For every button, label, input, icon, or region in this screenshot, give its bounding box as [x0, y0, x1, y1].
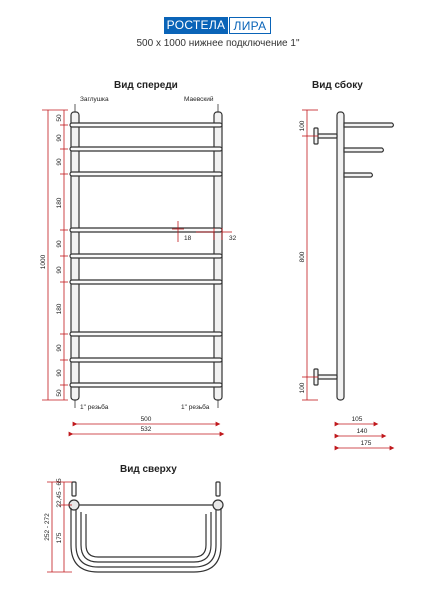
side-view — [314, 112, 394, 400]
spacing-label: 180 — [56, 303, 63, 315]
spacing-label: 90 — [56, 240, 63, 248]
top-view-title: Вид сверху — [120, 464, 177, 475]
side-depth-140: 140 — [356, 428, 368, 435]
top-wall-mount-left — [72, 482, 76, 496]
spacing-label: 180 — [56, 197, 63, 209]
side-depth-175: 175 — [360, 440, 372, 447]
thread-right-label: 1" резьба — [181, 404, 210, 411]
front-view-title: Вид спереди — [114, 80, 178, 91]
plug-label: Заглушка — [80, 96, 109, 103]
thread-left-label: 1" резьба — [80, 404, 109, 411]
spacing-label: 90 — [56, 369, 63, 377]
front-view — [70, 104, 222, 408]
model-label: ЛИРА — [229, 17, 271, 34]
wall-mount-bottom — [317, 375, 337, 379]
front-spacing-labels — [56, 114, 63, 397]
tube-dim-b: 32 — [229, 235, 237, 242]
rung — [70, 254, 222, 258]
top-shelf-loop — [76, 510, 216, 567]
spacing-label: 90 — [56, 344, 63, 352]
mayevsky-label: Маевский — [184, 96, 214, 103]
front-width-500: 500 — [140, 416, 152, 423]
rung — [70, 332, 222, 336]
front-width-532: 532 — [140, 426, 152, 433]
rung — [70, 228, 222, 232]
side-view-title: Вид сбоку — [312, 80, 363, 91]
rung — [70, 280, 222, 284]
side-collector — [337, 112, 344, 400]
rung — [70, 147, 222, 151]
rung — [70, 358, 222, 362]
top-wall-mount-right — [216, 482, 220, 496]
tube-dim-a: 18 — [184, 235, 192, 242]
product-subtitle: 500 х 1000 нижнее подключение 1" — [136, 38, 300, 49]
spacing-label: 50 — [56, 114, 63, 122]
rung — [70, 123, 222, 127]
side-top-offset: 100 — [299, 120, 306, 132]
spacing-label: 90 — [56, 158, 63, 166]
spacing-label: 50 — [56, 389, 63, 397]
rung — [70, 172, 222, 176]
side-center: 800 — [299, 251, 306, 263]
side-depth-105: 105 — [351, 416, 363, 423]
rung — [70, 383, 222, 387]
side-rung — [344, 173, 373, 177]
top-view — [69, 482, 223, 572]
top-shelf-loop — [86, 514, 206, 557]
side-rung — [344, 148, 384, 152]
top-dim-a: 22,45 - 65 — [56, 478, 63, 508]
side-rung — [344, 123, 394, 127]
side-bottom-offset: 100 — [299, 382, 306, 394]
wall-mount-top — [317, 134, 337, 138]
spacing-label: 90 — [56, 266, 63, 274]
top-shelf-loop — [81, 512, 211, 562]
brand-label: РОСТЕЛА — [164, 17, 228, 34]
rungs — [70, 123, 222, 387]
top-dim-total: 252 - 272 — [44, 513, 51, 541]
top-dim-b: 175 — [56, 532, 63, 544]
front-overall-height: 1000 — [40, 254, 47, 270]
spacing-label: 90 — [56, 134, 63, 142]
